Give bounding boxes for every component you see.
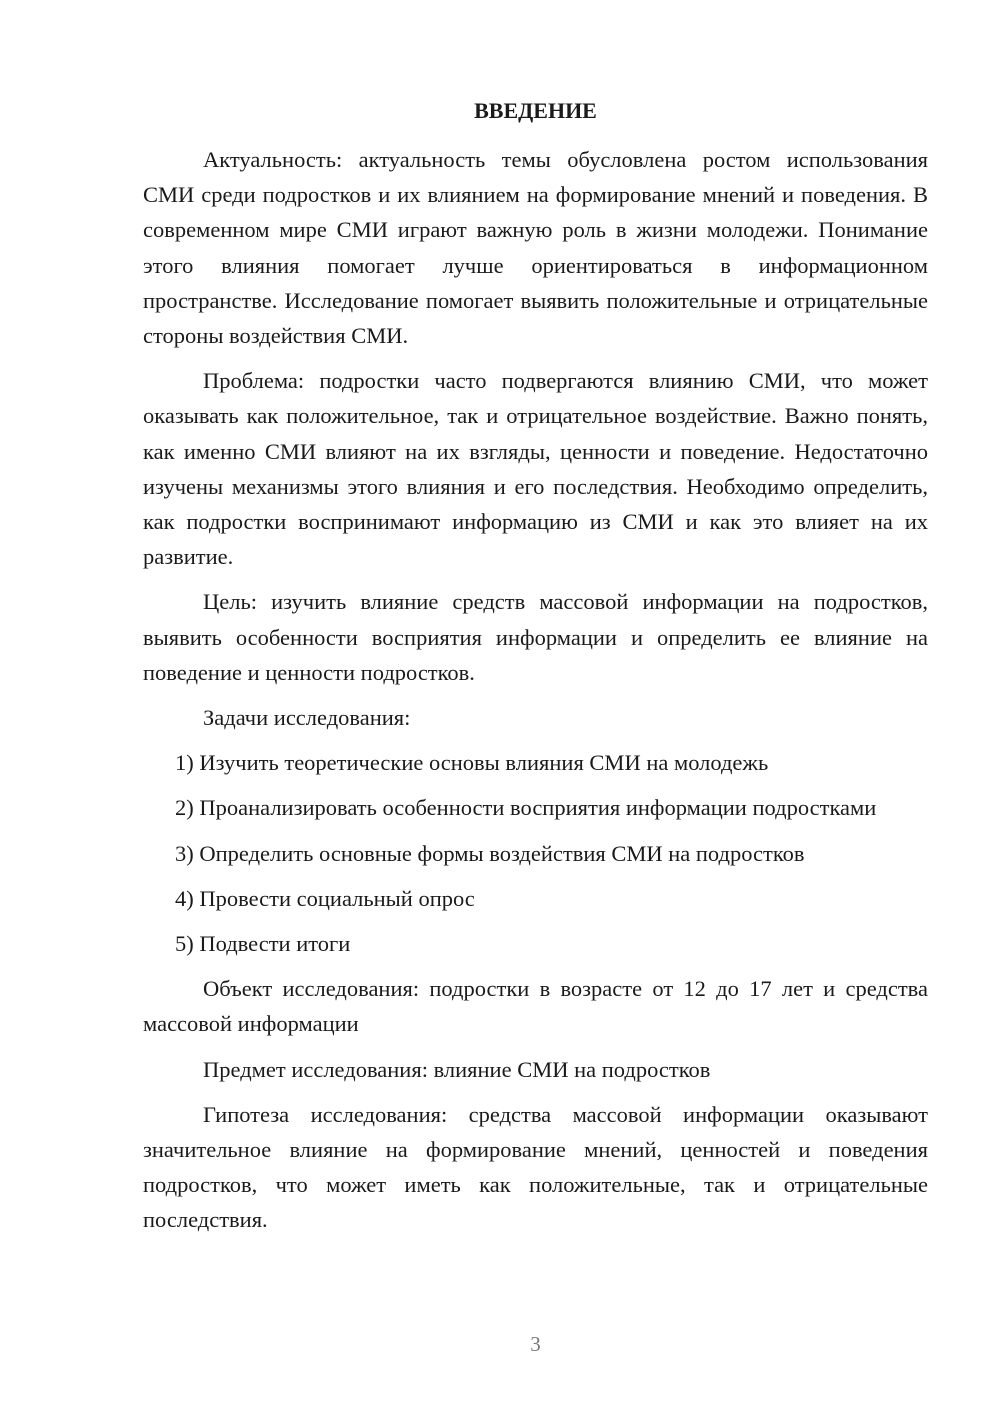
body-text bbox=[143, 142, 928, 1248]
task-item: 2) Проанализировать особенности восприятия информации подростками bbox=[175, 795, 877, 821]
paragraph-subject: Предмет исследования: влияние СМИ на подростков bbox=[203, 1056, 711, 1082]
paragraph-hypothesis: Гипотеза исследования: средства массовой информации оказывают значительное влияние на формирование мнений, ценностей и поведения подростков, что может иметь как положительные, так и отрицательные последствия. bbox=[143, 1101, 928, 1233]
paragraph-problem: Проблема: подростки часто подвергаются влиянию СМИ, что может оказывать как положительное, так и отрицательное воздействие. Важно понять, как именно СМИ влияют на их взгляды, ценности и поведение. Недостаточно изучены механизмы этого влияния и его последствия. Необходимо определить, как подростки воспринимают информацию из СМИ и как это влияет на их развитие. bbox=[143, 368, 928, 570]
task-item: 4) Провести социальный опрос bbox=[175, 885, 475, 911]
page-title: ВВЕДЕНИЕ bbox=[474, 98, 597, 123]
page-number: 3 bbox=[530, 1332, 541, 1356]
task-item: 5) Подвести итоги bbox=[175, 931, 351, 957]
tasks-heading: Задачи исследования: bbox=[203, 705, 411, 731]
paragraph-goal: Цель: изучить влияние средств массовой информации на подростков, выявить особенности восприятия информации и определить ее влияние на поведение и ценности подростков. bbox=[143, 589, 928, 685]
document-page bbox=[143, 0, 928, 1414]
task-item: 1) Изучить теоретические основы влияния СМИ на молодежь bbox=[175, 750, 769, 776]
paragraph-relevance: Актуальность: актуальность темы обусловлена ростом использования СМИ среди подростков и их влиянием на формирование мнений и поведения. В современном мире СМИ играют важную роль в жизни молодежи. Понимание этого влияния помогает лучше ориентироваться в информационном пространстве. Исследование помогает выявить положительные и отрицательные стороны воздействия СМИ. bbox=[143, 147, 928, 349]
paragraph-object: Объект исследования: подростки в возрасте от 12 до 17 лет и средства массовой информации bbox=[143, 976, 928, 1037]
task-item: 3) Определить основные формы воздействия СМИ на подростков bbox=[175, 840, 805, 866]
